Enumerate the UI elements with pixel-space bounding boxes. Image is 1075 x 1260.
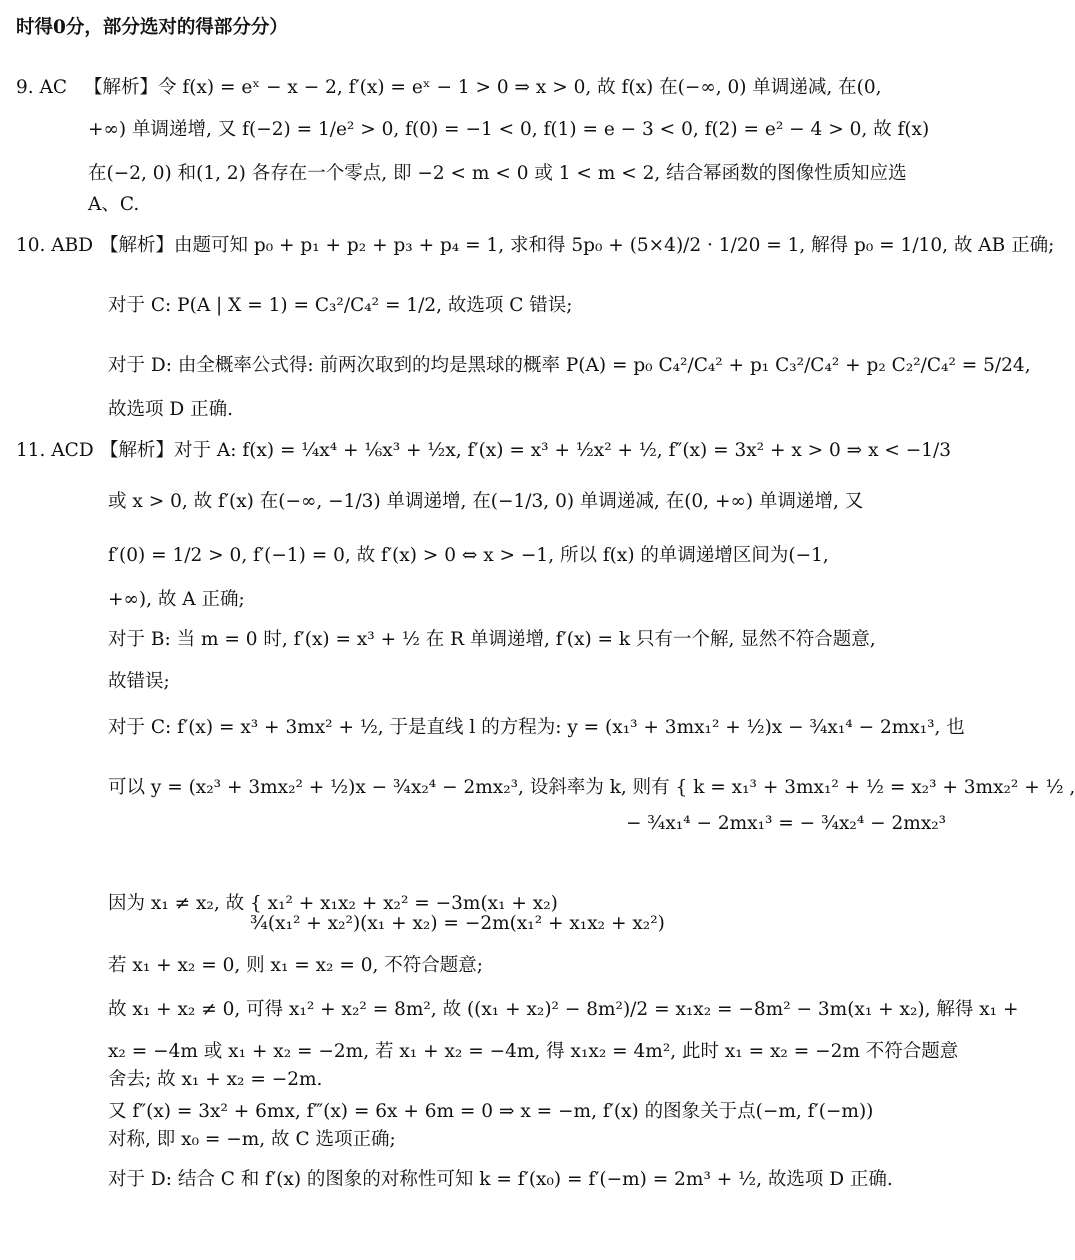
q11-line-11: ¾(x₁² + x₂²)(x₁ + x₂) = −2m(x₁² + x₁x₂ + x₂²) [250,913,665,934]
q11-line-12: 若 x₁ + x₂ = 0, 则 x₁ = x₂ = 0, 不符合题意; [108,955,484,976]
q10-number: 10. ABD [16,235,94,256]
cut-off-top-line: 时得0分，部分选对的得部分分） [16,17,288,38]
q11-line-18: 对于 D: 结合 C 和 f′(x) 的图象的对称性可知 k = f′(x₀) = f′(−m) = 2m³ + ½, 故选项 D 正确. [108,1169,893,1190]
q11-line-14: x₂ = −4m 或 x₁ + x₂ = −2m, 若 x₁ + x₂ = −4m, 得 x₁x₂ = 4m², 此时 x₁ = x₂ = −2m 不符合题意 [108,1041,959,1062]
q9-line-4: A、C. [88,194,140,215]
q11-line-3: f′(0) = 1/2 > 0, f′(−1) = 0, 故 f′(x) > 0 ⇔ x > −1, 所以 f(x) 的单调递增区间为(−1, [108,545,829,566]
q11-line-17: 对称, 即 x₀ = −m, 故 C 选项正确; [108,1129,396,1150]
q10-line-1: 【解析】由题可知 p₀ + p₁ + p₂ + p₃ + p₄ = 1, 求和得 5p₀ + (5×4)/2 · 1/20 = 1, 解得 p₀ = 1/10, 故 AB 正确; [100,235,1055,256]
q11-line-13: 故 x₁ + x₂ ≠ 0, 可得 x₁² + x₂² = 8m², 故 ((x₁ + x₂)² − 8m²)/2 = x₁x₂ = −8m² − 3m(x₁ + x₂), 解得 x₁ + [108,999,1019,1020]
q11-line-6: 故错误; [108,671,170,692]
q11-line-5: 对于 B: 当 m = 0 时, f′(x) = x³ + ½ 在 R 单调递增, f′(x) = k 只有一个解, 显然不符合题意, [108,629,876,650]
q11-line-16: 又 f″(x) = 3x² + 6mx, f‴(x) = 6x + 6m = 0 ⇒ x = −m, f′(x) 的图象关于点(−m, f′(−m)) [108,1101,874,1122]
q11-number: 11. ACD [16,440,94,461]
q11-line-8: 可以 y = (x₂³ + 3mx₂² + ½)x − ¾x₂⁴ − 2mx₂³, 设斜率为 k, 则有 { k = x₁³ + 3mx₁² + ½ = x₂³ + 3mx₂² + ½ , [108,777,1075,798]
q11-line-10: 因为 x₁ ≠ x₂, 故 { x₁² + x₁x₂ + x₂² = −3m(x₁ + x₂) [108,893,558,914]
q9-line-2: +∞) 单调递增, 又 f(−2) = 1/e² > 0, f(0) = −1 < 0, f(1) = e − 3 < 0, f(2) = e² − 4 > 0, 故 f(x) [88,119,930,140]
q9-number: 9. AC [16,77,68,98]
q11-line-1: 【解析】对于 A: f(x) = ¼x⁴ + ⅙x³ + ½x, f′(x) = x³ + ½x² + ½, f″(x) = 3x² + x > 0 ⇒ x < −1/3 [100,440,952,461]
q9-line-1: 【解析】令 f(x) = eˣ − x − 2, f′(x) = eˣ − 1 > 0 ⇒ x > 0, 故 f(x) 在(−∞, 0) 单调递减, 在(0, [84,77,882,98]
q10-line-3: 对于 D: 由全概率公式得: 前两次取到的均是黑球的概率 P(A) = p₀ C₄²/C₄² + p₁ C₃²/C₄² + p₂ C₂²/C₄² = 5/24, [108,355,1031,376]
q11-line-15: 舍去; 故 x₁ + x₂ = −2m. [108,1069,323,1090]
q10-line-2: 对于 C: P(A | X = 1) = C₃²/C₄² = 1/2, 故选项 C 错误; [108,295,573,316]
q11-line-2: 或 x > 0, 故 f′(x) 在(−∞, −1/3) 单调递增, 在(−1/3, 0) 单调递减, 在(0, +∞) 单调递增, 又 [108,491,864,512]
q11-line-9: − ¾x₁⁴ − 2mx₁³ = − ¾x₂⁴ − 2mx₂³ [626,813,947,834]
q11-line-7: 对于 C: f′(x) = x³ + 3mx² + ½, 于是直线 l 的方程为: y = (x₁³ + 3mx₁² + ½)x − ¾x₁⁴ − 2mx₁³, 也 [108,717,965,738]
q11-line-4: +∞), 故 A 正确; [108,589,245,610]
q10-line-4: 故选项 D 正确. [108,399,233,420]
q9-line-3: 在(−2, 0) 和(1, 2) 各存在一个零点, 即 −2 < m < 0 或 1 < m < 2, 结合幂函数的图像性质知应选 [88,163,907,184]
